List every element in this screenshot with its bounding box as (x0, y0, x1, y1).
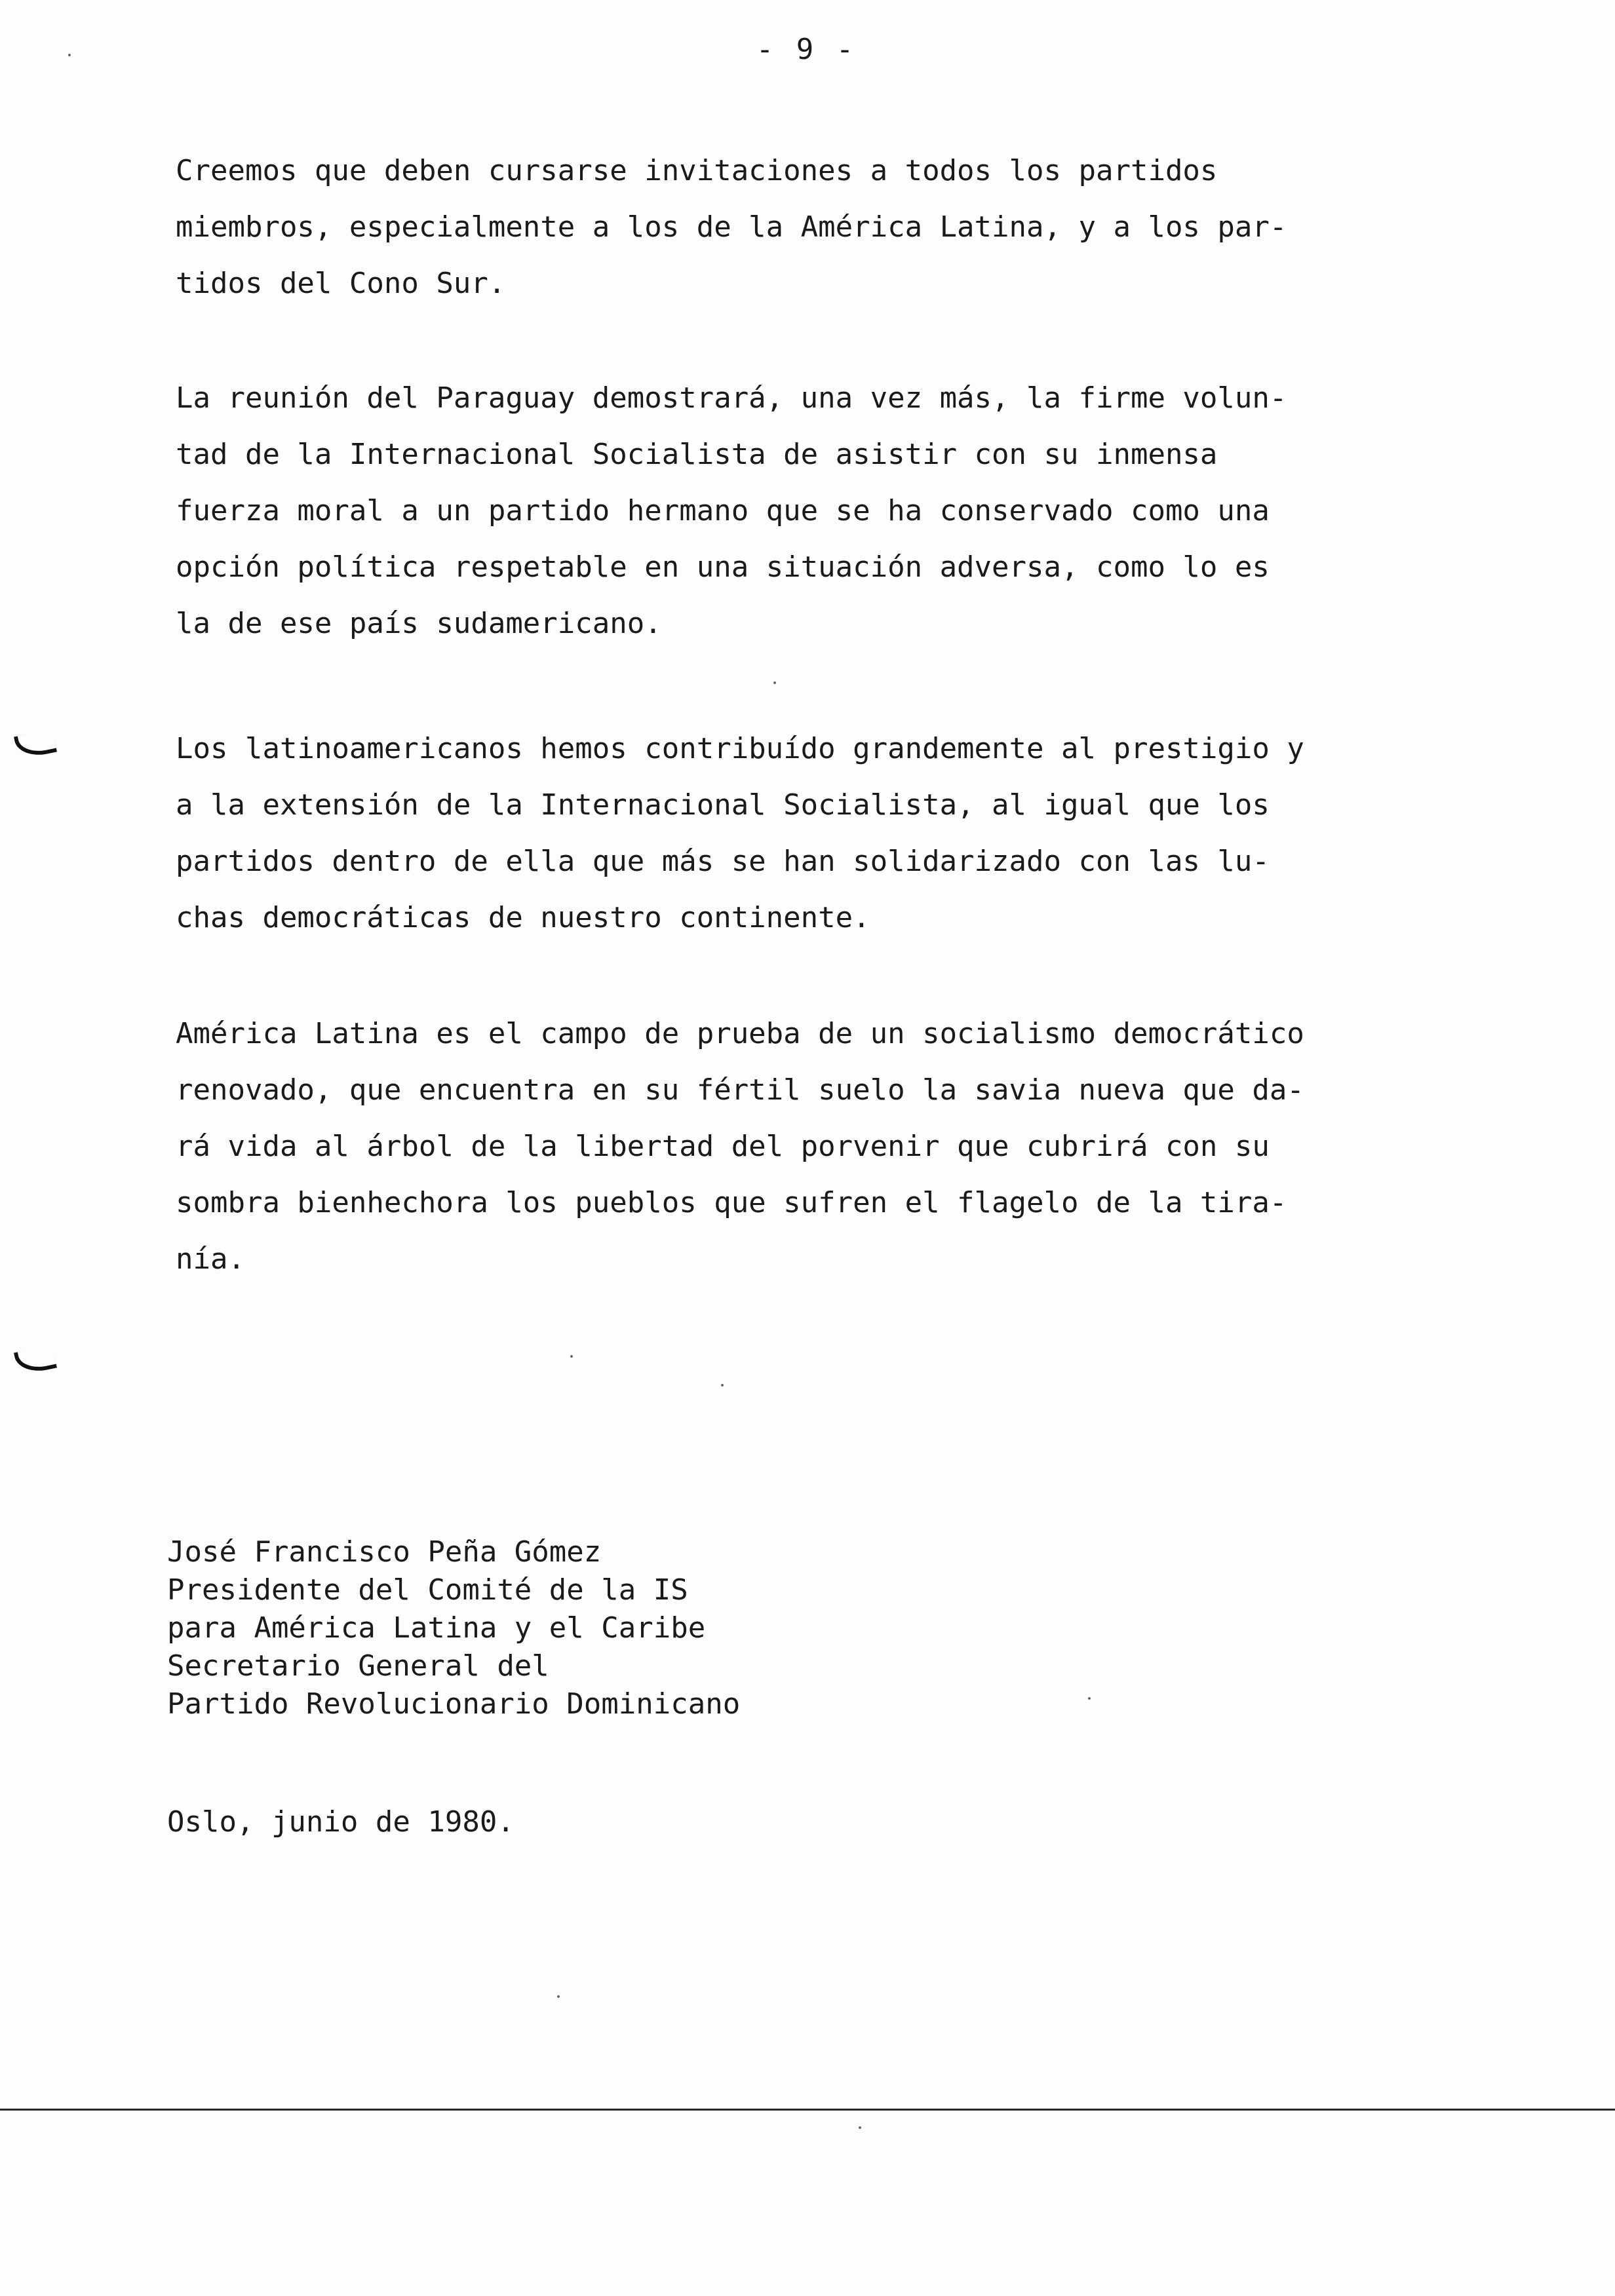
text-line: sombra bienhechora los pueblos que sufren el flagelo de la tira- (176, 1186, 1287, 1219)
signature-title: Presidente del Comité de la IS (167, 1573, 688, 1607)
signature-block (167, 1533, 740, 1723)
text-line: tidos del Cono Sur. (176, 267, 506, 300)
text-line: rá vida al árbol de la libertad del porvenir que cubrirá con su (176, 1130, 1270, 1163)
text-line: partidos dentro de ella que más se han solidarizado con las lu- (176, 845, 1270, 878)
signature-title: Secretario General del (167, 1649, 549, 1683)
text-line: tad de la Internacional Socialista de asistir con su inmensa (176, 438, 1218, 471)
scan-speck (721, 1384, 724, 1387)
paragraph-democratic-socialism (176, 1006, 1487, 1288)
text-line: fuerza moral a un partido hermano que se ha conservado como una (176, 494, 1270, 527)
signature-name: José Francisco Peña Gómez (167, 1535, 602, 1569)
bottom-rule (0, 2109, 1615, 2111)
signature-title: para América Latina y el Caribe (167, 1611, 706, 1645)
scan-speck (557, 1995, 560, 1998)
paragraph-invitations (176, 143, 1487, 312)
text-line: a la extensión de la Internacional Socialista, al igual que los (176, 788, 1270, 822)
margin-mark (14, 729, 57, 760)
dateline: Oslo, junio de 1980. (167, 1805, 515, 1839)
scan-speck (570, 1355, 573, 1358)
page-number: - 9 - (756, 33, 857, 66)
paragraph-latin-american-contribution (176, 721, 1487, 946)
text-line: renovado, que encuentra en su fértil suelo la savia nueva que da- (176, 1073, 1304, 1107)
text-line: Creemos que deben cursarse invitaciones a todos los partidos (176, 154, 1218, 187)
text-line: Los latinoamericanos hemos contribuído grandemente al prestigio y (176, 732, 1304, 765)
scan-speck (68, 54, 71, 56)
text-line: nía. (176, 1242, 245, 1276)
text-line: miembros, especialmente a los de la América Latina, y a los par- (176, 210, 1287, 244)
text-line: América Latina es el campo de prueba de un socialismo democrático (176, 1017, 1304, 1050)
scan-speck (859, 2126, 861, 2129)
text-line: La reunión del Paraguay demostrará, una vez más, la firme volun- (176, 381, 1287, 415)
text-line: opción política respetable en una situación adversa, como lo es (176, 550, 1270, 584)
text-line: chas democráticas de nuestro continente. (176, 901, 870, 934)
text-line: la de ese país sudamericano. (176, 607, 662, 640)
margin-mark (14, 1345, 57, 1376)
signature-title: Partido Revolucionario Dominicano (167, 1687, 741, 1721)
scan-speck (1088, 1697, 1091, 1700)
scan-speck (773, 681, 776, 684)
paragraph-paraguay-meeting (176, 370, 1487, 652)
